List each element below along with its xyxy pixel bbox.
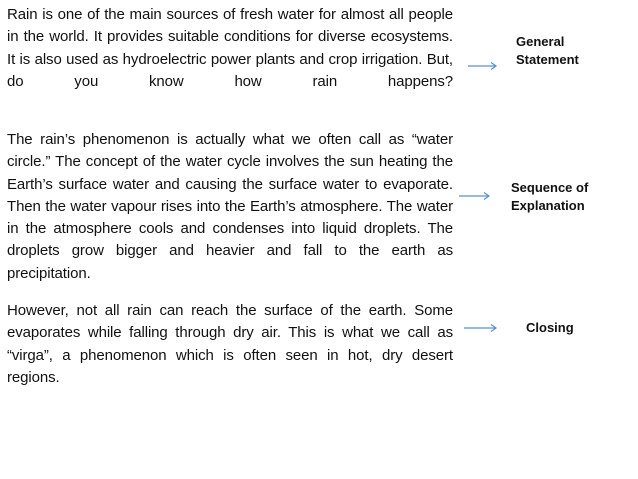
sequence-label-line1: Sequence of bbox=[511, 180, 589, 195]
closing-paragraph: However, not all rain can reach the surface of the earth. Some evaporates while falling through dry air. This is what we call as “virga”, a phenomenon which is often seen in hot, dry desert regions. bbox=[7, 302, 453, 386]
general-statement-label bbox=[516, 33, 579, 69]
arrow-right-icon-sequence bbox=[459, 191, 491, 201]
general-statement-label-line2: Statement bbox=[516, 52, 579, 67]
sequence-label-line2: Explanation bbox=[511, 198, 585, 213]
arrow-right-icon-closing bbox=[464, 323, 498, 333]
general-statement-paragraph: Rain is one of the main sources of fresh water for almost all people in the world. It provides suitable conditions for diverse ecosystems. It is also used as hydroelectric power plants and crop irrigation. But, do you know how rain happens? bbox=[7, 6, 453, 90]
sequence-of-explanation-label bbox=[511, 179, 588, 215]
general-statement-label-line1: General bbox=[516, 34, 565, 49]
closing-label: Closing bbox=[526, 320, 574, 335]
arrow-right-icon-general bbox=[468, 61, 498, 71]
sequence-of-explanation-paragraph: The rain’s phenomenon is actually what we often call as “water circle.” The concept of the water cycle involves the sun heating the Earth’s surface water and causing the surface water to evaporate. Then the water vapour rises into the Earth’s atmosphere. The water in the atmosphere cools and condenses into liquid droplets. The droplets grow bigger and heavier and fall to the earth as precipitation. bbox=[7, 131, 453, 282]
